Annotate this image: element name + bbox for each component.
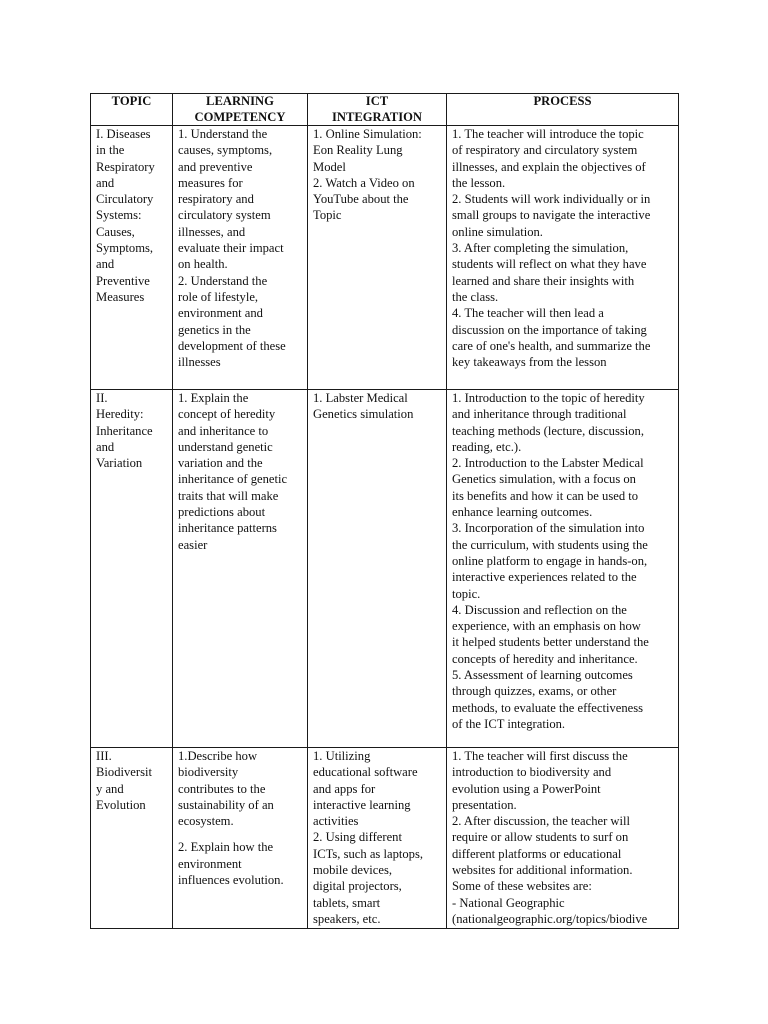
cell-text-line: through quizzes, exams, or other <box>452 684 617 699</box>
table-row <box>91 390 679 748</box>
cell-text-line: and apps for <box>313 781 376 796</box>
cell-text-line: 2. Students will work individually or in <box>452 192 651 207</box>
cell-text-line: topic. <box>452 586 481 601</box>
header-ict-line: INTEGRATION <box>331 109 423 124</box>
cell-text-line: tablets, smart <box>313 895 381 910</box>
cell-text-line: mobile devices, <box>313 863 393 878</box>
lesson-plan-table <box>90 93 679 929</box>
cell-text-line: ecosystem. <box>178 814 234 829</box>
cell-text-line: respiratory and <box>178 192 254 207</box>
cell-text-line: Evolution <box>96 797 146 812</box>
cell-text-line: Some of these websites are: <box>452 879 592 894</box>
competency-cell <box>173 748 308 929</box>
cell-text-line: ICTs, such as laptops, <box>313 846 424 861</box>
cell-text-line: speakers, etc. <box>313 911 381 926</box>
cell-text-line: role of lifestyle, <box>178 289 259 304</box>
cell-text-line: Genetics simulation <box>313 407 414 422</box>
process-cell <box>447 390 679 748</box>
cell-text-line: reading, etc.). <box>452 439 522 454</box>
cell-text-line: 3. Incorporation of the simulation into <box>452 521 645 536</box>
cell-text-line: evaluate their impact <box>178 241 284 256</box>
cell-text-line: 1. Introduction to the topic of heredity <box>452 391 645 405</box>
cell-text-line: 2. After discussion, the teacher will <box>452 814 631 829</box>
cell-text-line: y and <box>96 781 124 796</box>
cell-text-line: environment <box>178 856 242 871</box>
cell-text-line: biodiversity <box>178 765 239 780</box>
cell-text-line: it helped students better understand the <box>452 635 649 650</box>
topic-cell <box>91 126 173 390</box>
cell-text-line: Respiratory <box>96 159 155 174</box>
cell-text-line: understand genetic <box>178 439 273 454</box>
cell-text-line: 3. After completing the simulation, <box>452 241 629 256</box>
cell-text-line: the class. <box>452 289 499 304</box>
cell-text-line: variation and the <box>178 456 263 471</box>
cell-text-line: introduction to biodiversity and <box>452 765 612 780</box>
cell-text-line: I. Diseases <box>96 127 151 141</box>
cell-text-line: Model <box>313 159 346 174</box>
cell-text-line: 4. The teacher will then lead a <box>452 306 604 321</box>
cell-text-line: discussion on the importance of taking <box>452 322 647 337</box>
cell-text-line: require or allow students to surf on <box>452 830 629 845</box>
cell-text-line: on health. <box>178 257 228 272</box>
cell-text-line: sustainability of an <box>178 797 274 812</box>
cell-text-line: online platform to engage in hands-on, <box>452 553 648 568</box>
process-cell <box>447 126 679 390</box>
cell-text-line: - National Geographic <box>452 895 565 910</box>
cell-text-line: Symptoms, <box>96 241 154 256</box>
topic-cell <box>91 390 173 748</box>
cell-text-line: and <box>96 175 115 190</box>
cell-text-line: inheritance patterns <box>178 521 277 536</box>
cell-text-line: digital projectors, <box>313 879 402 894</box>
cell-text-line: and <box>96 257 115 272</box>
table-header-row <box>91 94 679 126</box>
cell-text-line: Biodiversit <box>96 765 152 780</box>
cell-text-line: circulatory system <box>178 208 271 223</box>
header-topic <box>91 94 173 126</box>
cell-text-line: educational software <box>313 765 418 780</box>
cell-text-line: presentation. <box>452 797 517 812</box>
cell-text-line: evolution using a PowerPoint <box>452 781 601 796</box>
cell-text-line: websites for additional information. <box>452 863 633 878</box>
cell-text-line: illnesses <box>178 355 221 370</box>
cell-text-line: 1. Online Simulation: <box>313 127 422 141</box>
cell-text-line: Variation <box>96 456 143 471</box>
cell-text-line: students will reflect on what they have <box>452 257 647 272</box>
cell-text-line: contributes to the <box>178 781 266 796</box>
cell-text-line: environment and <box>178 306 263 321</box>
cell-text-line: Systems: <box>96 208 142 223</box>
cell-text-line: inheritance of genetic <box>178 472 288 487</box>
ict-cell <box>308 390 447 748</box>
cell-text-line: 2. Understand the <box>178 273 268 288</box>
cell-text-line: predictions about <box>178 505 266 520</box>
competency-cell <box>173 390 308 748</box>
cell-text-line: small groups to navigate the interactive <box>452 208 651 223</box>
cell-text-line: key takeaways from the lesson <box>452 355 607 370</box>
header-learning-competency <box>173 94 308 126</box>
topic-cell <box>91 748 173 929</box>
header-ict-line: ICT <box>365 94 389 108</box>
cell-text-line: concept of heredity <box>178 407 276 422</box>
table-row <box>91 748 679 929</box>
cell-text-line: 1. Explain the <box>178 391 249 405</box>
cell-text-line: Eon Reality Lung <box>313 143 403 158</box>
cell-text-line: and inheritance to <box>178 423 269 438</box>
cell-text-line: learned and share their insights with <box>452 273 635 288</box>
cell-text-line: 2. Using different <box>313 830 402 845</box>
cell-text-line: of the ICT integration. <box>452 716 566 731</box>
cell-text-line: activities <box>313 814 359 829</box>
ict-cell <box>308 126 447 390</box>
cell-text-line: the lesson. <box>452 175 506 190</box>
cell-text-line: Genetics simulation, with a focus on <box>452 472 636 487</box>
cell-text-line: illnesses, and explain the objectives of <box>452 159 646 174</box>
cell-text-line: Circulatory <box>96 192 154 207</box>
cell-text-line: 1. Labster Medical <box>313 391 408 405</box>
header-topic-text: TOPIC <box>111 94 152 108</box>
cell-text-line: 5. Assessment of learning outcomes <box>452 668 633 683</box>
header-ict-integration <box>308 94 447 126</box>
cell-text-line: 2. Introduction to the Labster Medical <box>452 456 644 471</box>
cell-text-line: care of one's health, and summarize the <box>452 338 651 353</box>
cell-text-line: and <box>96 439 115 454</box>
cell-text-line: development of these <box>178 338 286 353</box>
cell-text-line: II. <box>96 391 108 405</box>
header-competency-line: LEARNING <box>206 94 274 108</box>
cell-text-line: enhance learning outcomes. <box>452 505 593 520</box>
cell-text-line: Preventive <box>96 273 150 288</box>
cell-text-line: online simulation. <box>452 224 543 239</box>
cell-text-line: of respiratory and circulatory system <box>452 143 638 158</box>
header-competency-line: COMPETENCY <box>194 109 286 124</box>
cell-text-line: different platforms or educational <box>452 846 622 861</box>
cell-text-line: methods, to evaluate the effectiveness <box>452 700 644 715</box>
cell-text-line: concepts of heredity and inheritance. <box>452 651 638 666</box>
cell-text-line: III. <box>96 749 112 763</box>
cell-text-line: illnesses, and <box>178 224 246 239</box>
cell-text-line: experience, with an emphasis on how <box>452 619 641 634</box>
header-process-text: PROCESS <box>533 94 592 108</box>
cell-text-line: 4. Discussion and reflection on the <box>452 602 627 617</box>
cell-text-line: Inheritance <box>96 423 153 438</box>
cell-text-line: the curriculum, with students using the <box>452 537 648 552</box>
cell-text-line: in the <box>96 143 125 158</box>
cell-text-line: and inheritance through traditional <box>452 407 627 422</box>
cell-text-line: 1. Understand the <box>178 127 268 141</box>
competency-cell <box>173 126 308 390</box>
header-process <box>447 94 679 126</box>
ict-cell <box>308 748 447 929</box>
cell-text-line: its benefits and how it can be used to <box>452 488 639 503</box>
cell-text-line: teaching methods (lecture, discussion, <box>452 423 645 438</box>
process-cell <box>447 748 679 929</box>
cell-text-line: causes, symptoms, <box>178 143 273 158</box>
cell-text-line: Topic <box>313 208 342 223</box>
cell-text-line: influences evolution. <box>178 873 284 888</box>
cell-text-line: 1. The teacher will first discuss the <box>452 749 628 763</box>
cell-text-line: (nationalgeographic.org/topics/biodive <box>452 911 648 926</box>
table-row <box>91 126 679 390</box>
cell-text-line: 2. Explain how the <box>178 840 274 855</box>
cell-text-line: YouTube about the <box>313 192 409 207</box>
cell-text-line: 1. The teacher will introduce the topic <box>452 127 644 141</box>
cell-text-line: interactive learning <box>313 797 411 812</box>
cell-text-line: interactive experiences related to the <box>452 570 637 585</box>
cell-text-line: measures for <box>178 175 243 190</box>
cell-text-line: and preventive <box>178 159 253 174</box>
cell-text-line: Causes, <box>96 224 135 239</box>
cell-text-line: 2. Watch a Video on <box>313 175 415 190</box>
cell-text-line: Measures <box>96 289 145 304</box>
cell-text-line: easier <box>178 537 208 552</box>
cell-text-line: Heredity: <box>96 407 144 422</box>
cell-text-line: 1. Utilizing <box>313 749 371 763</box>
cell-text-line: 1.Describe how <box>178 749 258 763</box>
cell-text-line: traits that will make <box>178 488 279 503</box>
cell-text-line: genetics in the <box>178 322 251 337</box>
